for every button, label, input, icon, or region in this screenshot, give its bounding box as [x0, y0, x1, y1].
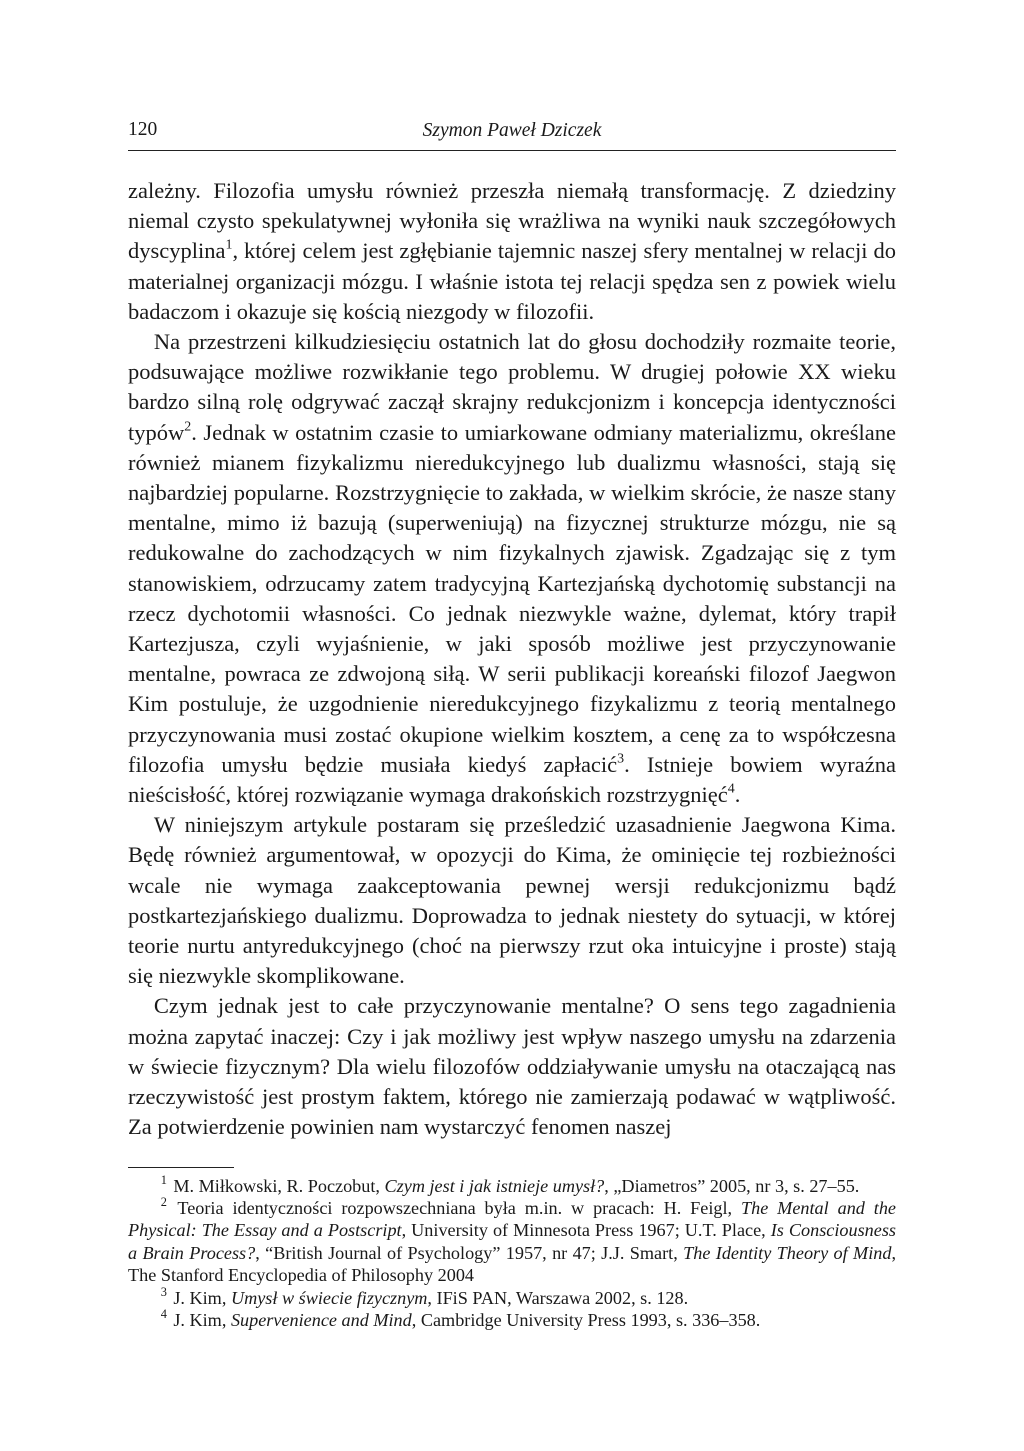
footnote-text: Teoria identyczności rozpowszechniana była m.in. w pracach: H. Feigl, [177, 1197, 741, 1218]
running-head [128, 118, 896, 151]
paragraph-3: W niniejszym artykule postaram się prześledzić uzasadnienie Jaegwona Kima. Będę również argumentował, w opozycji do Kima, że ominięcie tej rozbieżności wcale nie wymaga zaakceptowania pewnej wersji redukcjonizmu bądź postkartezjańskiego dualizmu. Doprowadza to jednak niestety do sytuacji, w której teorie nurtu antyredukcyjnego (choć na pierwszy rzut oka intuicyjne i proste) stają się niezwykle skomplikowane. [128, 812, 896, 989]
paragraph-text: . Jednak w ostatnim czasie to umiarkowane odmiany materializmu, określane również mianem fizykalizmu nieredukcyjnego lub dualizmu własności, stają się najbardziej popularne. Rozstrzygnięcie to zakłada, w wielkim skrócie, że nasze stany mentalne, mimo iż bazują (superweniują) na fizycznej strukturze mózgu, nie są redukowalne do zachodzących w nim fizykalnych zjawisk. Zgadzając się z tym stanowiskiem, odrzucamy zatem tradycyjną Kartezjańską dychotomię substancji na rzecz dychotomii własności. Co jednak niezwykle ważne, dylemat, który trapił Kartezjusza, czyli wyjaśnienie, w jaki sposób możliwe jest przyczynowanie mentalne, powraca ze zdwojoną siłą. W serii publikacji koreański filozof Jaegwon Kim postuluje, że uzgodnienie nieredukcyjnego fizykalizmu z teorią mentalnego przyczynowania musi zostać okupione wielkim kosztem, a cenę za to współczesna filozofia umysłu będzie musiała kiedyś zapłacić [128, 419, 896, 777]
paragraph-text: . [734, 782, 741, 808]
footnote-title: Czym jest i jak istnieje umysł? [384, 1175, 605, 1196]
footnote-ref-4: 4 [727, 781, 735, 797]
footnote-text: , Cambridge University Press 1993, s. 336–358. [411, 1309, 761, 1330]
footnote-text: J. Kim, [173, 1287, 231, 1308]
paragraph-text: zależny. Filozofia umysłu również przeszła niemałą transformację. Z dziedziny niemal czysto spekulatywnej wyłoniła się wrażliwa na wyniki nauk szczegółowych dyscyplina [128, 178, 896, 264]
footnote-title: The Identity Theory of Mind [683, 1242, 892, 1263]
page-number: 120 [128, 119, 158, 140]
footnote-ref-2: 2 [184, 419, 192, 435]
footnote-separator [128, 1167, 234, 1168]
paragraph-2 [128, 327, 896, 810]
footnote-title: Supervenience and Mind [230, 1309, 412, 1330]
footnotes [128, 1172, 896, 1332]
footnote-text: , „Diametros” 2005, nr 3, s. 27–55. [604, 1175, 860, 1196]
body-text [128, 176, 896, 1143]
footnote-1 [128, 1172, 896, 1197]
footnote-title: Umysł w świecie fizycznym [230, 1287, 428, 1308]
footnote-3 [128, 1284, 896, 1309]
footnote-2 [128, 1197, 896, 1287]
paragraph-text: . Istnieje bowiem wyraźna nieścisłość, której rozwiązanie wymaga drakońskich rozstrzygnięć [128, 751, 896, 808]
book-page [128, 118, 896, 1418]
footnote-ref-1: 1 [225, 237, 233, 253]
footnote-title: Is Consciousness a Brain Process? [128, 1220, 896, 1263]
footnote-text: , The Stanford Encyclopedia of Philosophy 2004 [128, 1242, 896, 1286]
paragraph-4: Czym jednak jest to całe przyczynowanie mentalne? O sens tego zagadnienia można zapytać inaczej: Czy i jak możliwy jest wpływ naszego umysłu na zdarzenia w świecie fizycznym? Dla wielu filozofów oddziaływanie umysłu na otaczającą nas rzeczywistość jest prostym faktem, którego nie zamierzają podawać w wątpliwość. Za potwierdzenie powinien nam wystarczyć fenomen naszej [128, 993, 896, 1140]
footnote-text: , IFiS PAN, Warszawa 2002, s. 128. [427, 1287, 689, 1308]
footnote-4 [128, 1309, 896, 1331]
footnote-ref-3: 3 [617, 751, 625, 767]
footnote-text: , University of Minnesota Press 1967; U.T. Place, [401, 1220, 771, 1241]
footnote-text: M. Miłkowski, R. Poczobut, [173, 1175, 385, 1196]
footnote-text: J. Kim, [173, 1309, 231, 1330]
footnote-title: The Mental and the Physical: The Essay and a Postscript [128, 1197, 896, 1241]
footnote-number: 3 [160, 1284, 167, 1299]
paragraph-1 [128, 176, 896, 327]
footnote-number: 1 [160, 1172, 167, 1187]
footnote-number: 2 [160, 1195, 167, 1210]
paragraph-text: Na przestrzeni kilkudziesięciu ostatnich lat do głosu dochodziły rozmaite teorie, podsuwające możliwe rozwikłanie tego problemu. W drugiej połowie XX wieku bardzo silną rolę odgrywać zaczął skrajny redukcjonizm i koncepcja identyczności typów [128, 329, 896, 445]
running-head-author: Szymon Paweł Dziczek [422, 120, 602, 141]
footnote-text: , “British Journal of Psychology” 1957, nr 47; J.J. Smart, [255, 1242, 684, 1263]
footnote-number: 4 [160, 1307, 167, 1322]
paragraph-text: , której celem jest zgłębianie tajemnic naszej sfery mentalnej w relacji do materialnej organizacji mózgu. I właśnie istota tej relacji spędza sen z powiek wielu badaczom i okazuje się kością niezgody w filozofii. [128, 238, 896, 324]
